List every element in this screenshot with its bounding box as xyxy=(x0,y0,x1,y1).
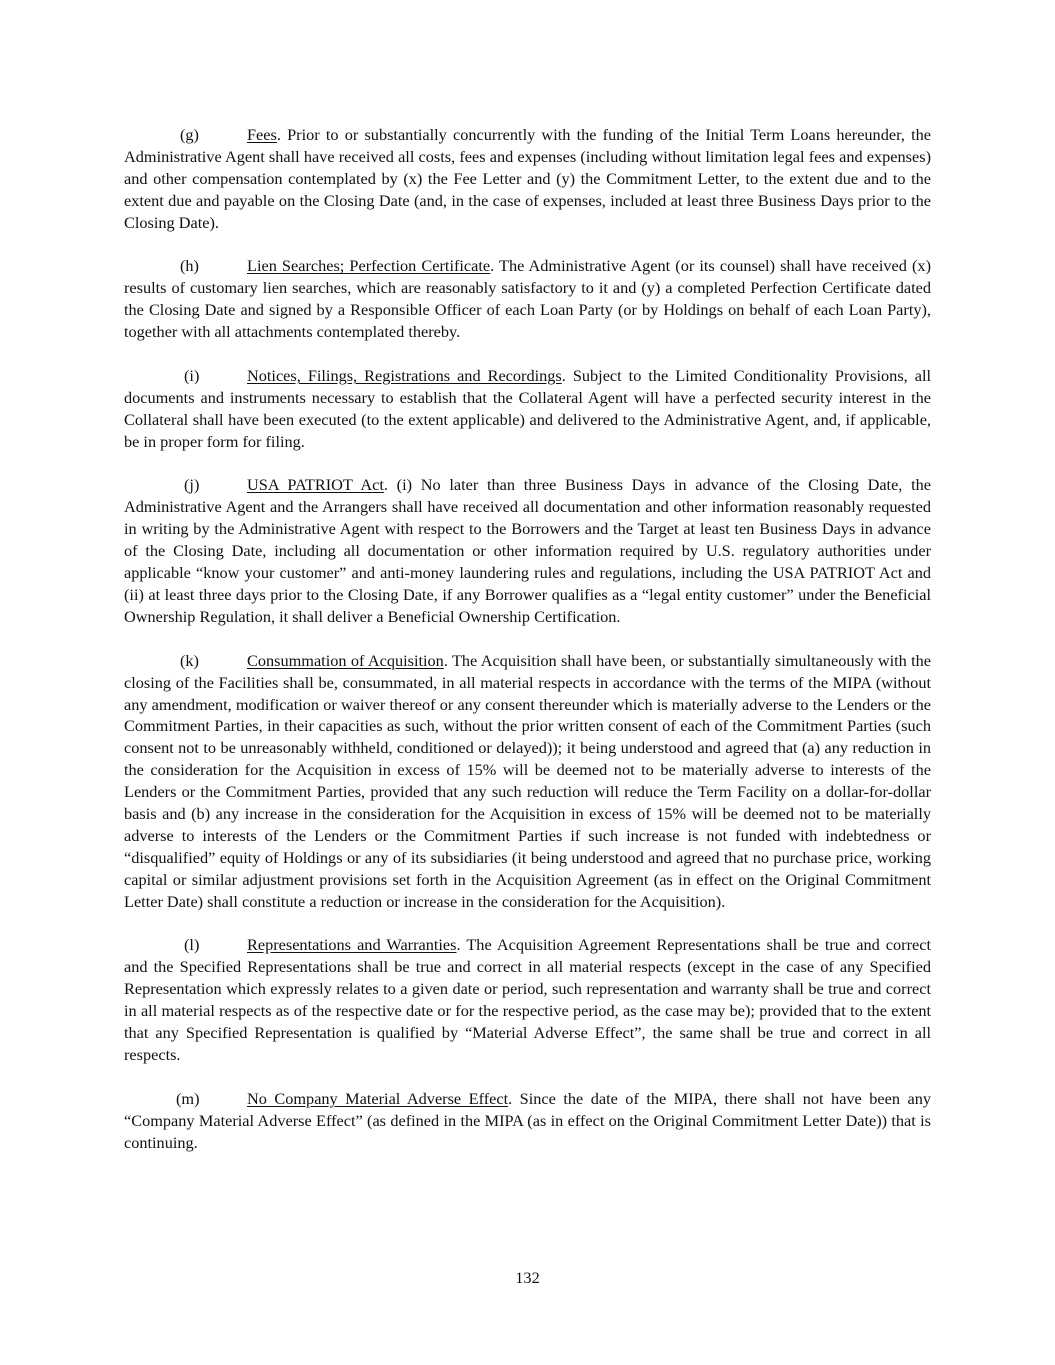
section-l xyxy=(124,934,931,1065)
section-text: . The Acquisition shall have been, or substantially simultaneously with the closing of the Facilities shall be, consummated, in all material respects in accordance with the terms of the MIPA (without any amendment, modification or waiver thereof or any consent thereunder which is materially adverse to the Lenders or the Commitment Parties, in their capacities as such, without the prior written consent of each of the Commitment Parties (such consent not to be unreasonably withheld, conditioned or delayed)); it being understood and agreed that (a) any reduction in the consideration for the Acquisition in excess of 15% will be deemed not to be materially adverse to interests of the Lenders or the Commitment Parties, provided that any such reduction will reduce the Term Facility on a dollar-for-dollar basis and (b) any increase in the consideration for the Acquisition in excess of 15% will be deemed not to be materially adverse to interests of the Lenders or the Commitment Parties if such increase is not funded with indebtedness or “disqualified” equity of Holdings or any of its subsidiaries (it being understood and agreed that no purchase price, working capital or similar adjustment provisions set forth in the Acquisition Agreement (as in effect on the Original Commitment Letter Date) shall constitute a reduction or increase in the consideration for the Acquisition). xyxy=(124,650,931,911)
section-heading: No Company Material Adverse Effect xyxy=(247,1088,509,1108)
section-text: . Prior to or substantially concurrently with the funding of the Initial Term Loans hereunder, the Administrative Agent shall have received all costs, fees and expenses (including without limitation legal fees and expenses) and other compensation contemplated by (x) the Fee Letter and (y) the Commitment Letter, to the extent due and to the extent due and payable on the Closing Date (and, in the case of expenses, included at least three Business Days prior to the Closing Date). xyxy=(124,125,931,232)
section-text: . Subject to the Limited Conditionality Provisions, all documents and instruments necessary to establish that the Collateral Agent will have a perfected security interest in the Collateral shall have been executed (to the extent applicable) and delivered to the Administrative Agent, and, if applicable, be in proper form for filing. xyxy=(124,365,932,451)
section-label: (k) xyxy=(180,650,199,670)
section-label: (m) xyxy=(176,1088,200,1108)
section-label: (g) xyxy=(180,125,199,144)
section-label: (h) xyxy=(180,256,199,276)
section-j xyxy=(124,474,931,627)
section-heading: Fees xyxy=(247,125,277,144)
section-heading: USA PATRIOT Act xyxy=(247,475,384,495)
section-label: (j) xyxy=(184,475,200,495)
section-text: . (i) No later than three Business Days in advance of the Closing Date, the Administrative Agent and the Arrangers shall have received all documentation and other information reasonably requested in writing by the Administrative Agent with respect to the Borrowers and the Target at least ten Business Days in advance of the Closing Date, including all documentation or other information required by U.S. regulatory authorities under applicable “know your customer” and anti-money laundering rules and regulations, including the USA PATRIOT Act and (ii) at least three days prior to the Closing Date, if any Borrower qualifies as a “legal entity customer” under the Beneficial Ownership Regulation, it shall deliver a Beneficial Ownership Certification. xyxy=(124,475,931,626)
section-heading: Consummation of Acquisition xyxy=(247,650,444,670)
section-m xyxy=(124,1088,931,1154)
section-label: (l) xyxy=(184,935,200,955)
document-page xyxy=(124,124,931,1175)
section-i xyxy=(124,365,931,453)
section-label: (i) xyxy=(184,365,200,385)
section-heading: Notices, Filings, Registrations and Recordings xyxy=(247,365,562,385)
section-heading: Lien Searches; Perfection Certificate xyxy=(247,256,491,276)
section-heading: Representations and Warranties xyxy=(247,935,457,955)
section-text: . Since the date of the MIPA, there shall not have been any “Company Material Adverse Effect” (as defined in the MIPA (as in effect on the Original Commitment Letter Date)) that is continuing. xyxy=(124,1088,931,1152)
section-text: . The Acquisition Agreement Representations shall be true and correct and the Specified Representations shall be true and correct in all material respects (except in the case of any Specified Representation which expressly relates to a given date or period, such representation and warranty shall be true and correct in all material respects as of the respective date or for the respective period, as the case may be); provided that to the extent that any Specified Representation is qualified by “Material Adverse Effect”, the same shall be true and correct in all respects. xyxy=(124,935,931,1064)
page-number: 132 xyxy=(515,1268,540,1287)
section-k xyxy=(124,650,931,913)
section-g xyxy=(124,124,931,234)
section-h xyxy=(124,255,931,343)
section-text: . The Administrative Agent (or its counsel) shall have received (x) results of customary lien searches, which are reasonably satisfactory to it and (y) a completed Perfection Certificate dated the Closing Date and signed by a Responsible Officer of each Loan Party (or by Holdings on behalf of each Loan Party), together with all attachments contemplated thereby. xyxy=(124,256,931,342)
